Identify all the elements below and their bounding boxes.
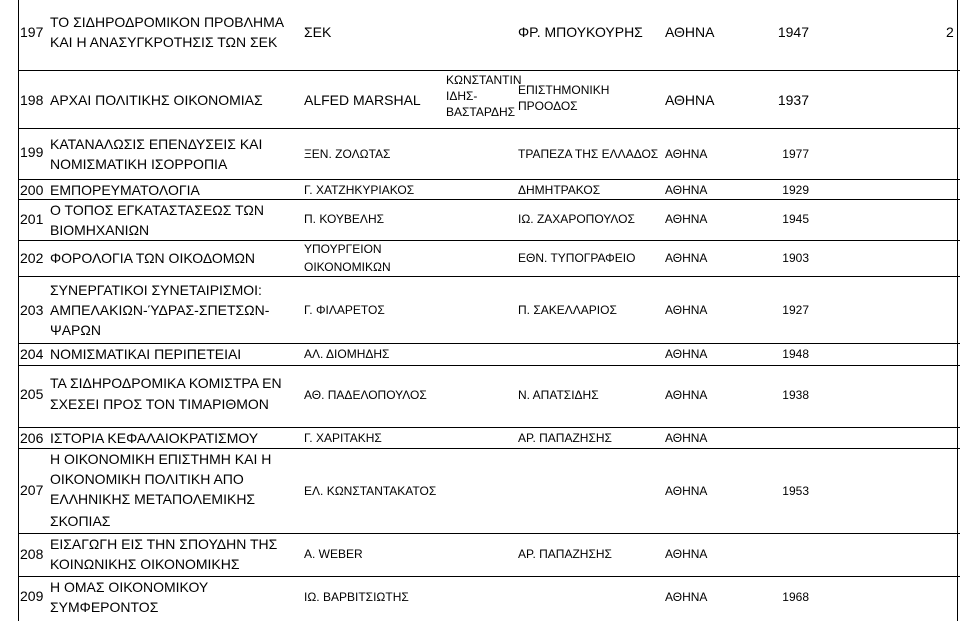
- book-year: 1977: [782, 147, 809, 161]
- book-title-line: ΣΚΟΠΙΑΣ: [50, 513, 111, 529]
- book-translator-line: ΚΩΝΣΤΑΝΤΙΝ: [446, 73, 522, 87]
- book-author: Π. ΚΟΥΒΕΛΗΣ: [304, 212, 385, 226]
- book-year: 1927: [782, 303, 809, 317]
- book-title-line: ΑΜΠΕΛΑΚΙΩΝ-ΎΔΡΑΣ-ΣΠΕΤΣΩΝ-: [50, 302, 270, 318]
- book-publisher: ΙΩ. ΖΑΧΑΡΟΠΟΥΛΟΣ: [518, 212, 635, 226]
- book-title-line: ΕΙΣΑΓΩΓΗ ΕΙΣ ΤΗΝ ΣΠΟΥΔΗΝ ΤΗΣ: [50, 536, 278, 552]
- book-copies: 2: [946, 24, 954, 40]
- book-year: 1929: [782, 183, 809, 197]
- row-number: 200: [20, 182, 44, 198]
- row-number: 198: [20, 92, 44, 108]
- book-title-line: ΚΑΙ Η ΑΝΑΣΥΓΚΡΟΤΗΣΙΣ ΤΩΝ ΣΕΚ: [50, 34, 278, 50]
- book-title-line: ΣΥΜΦΕΡΟΝΤΟΣ: [50, 599, 159, 615]
- book-author: ΕΛ. ΚΩΝΣΤΑΝΤΑΚΑΤΟΣ: [304, 484, 437, 498]
- row-number: 207: [20, 482, 44, 498]
- book-city: ΑΘΗΝΑ: [665, 484, 708, 498]
- book-translator-line: ΒΑΣΤΑΡΔΗΣ: [446, 105, 516, 119]
- book-title-line: ΑΡΧΑΙ ΠΟΛΙΤΙΚΗΣ ΟΙΚΟΝΟΜΙΑΣ: [50, 92, 263, 108]
- book-publisher-line: ΠΡΟΟΔΟΣ: [518, 99, 578, 113]
- book-year: 1945: [782, 212, 809, 226]
- row-number: 205: [20, 386, 44, 402]
- book-title-line: ΕΜΠΟΡΕΥΜΑΤΟΛΟΓΙΑ: [50, 182, 200, 198]
- row-number: 209: [20, 588, 44, 604]
- book-title-line: Η ΟΙΚΟΝΟΜΙΚΗ ΕΠΙΣΤΗΜΗ ΚΑΙ Η: [50, 451, 272, 467]
- book-city: ΑΘΗΝΑ: [665, 24, 715, 40]
- book-title-line: Ο ΤΟΠΟΣ ΕΓΚΑΤΑΣΤΑΣΕΩΣ ΤΩΝ: [50, 202, 264, 218]
- book-author: ALFED MARSHAL: [304, 92, 421, 108]
- book-publisher: ΔΗΜΗΤΡΑΚΟΣ: [518, 183, 601, 197]
- book-author: ΣΕΚ: [304, 24, 332, 40]
- row-divider: [18, 128, 960, 129]
- book-title-line: ΕΛΛΗΝΙΚΗΣ ΜΕΤΑΠΟΛΕΜΙΚΗΣ: [50, 491, 256, 507]
- row-divider: [18, 365, 960, 366]
- row-number: 208: [20, 546, 44, 562]
- book-city: ΑΘΗΝΑ: [665, 183, 708, 197]
- table-row: [0, 373, 960, 423]
- book-publisher: ΑΡ. ΠΑΠΑΖΗΣΗΣ: [518, 431, 612, 445]
- book-city: ΑΘΗΝΑ: [665, 212, 708, 226]
- book-author: ΞΕΝ. ΖΟΛΩΤΑΣ: [304, 147, 391, 161]
- book-author: ΙΩ. ΒΑΡΒΙΤΣΙΩΤΗΣ: [304, 590, 409, 604]
- book-publisher: ΑΡ. ΠΑΠΑΖΗΣΗΣ: [518, 547, 612, 561]
- book-year: 1903: [782, 251, 809, 265]
- book-author: Γ. ΧΑΤΖΗΚΥΡΙΑΚΟΣ: [304, 183, 415, 197]
- book-city: ΑΘΗΝΑ: [665, 590, 708, 604]
- table-row: [0, 428, 960, 448]
- book-city: ΑΘΗΝΑ: [665, 92, 715, 108]
- book-city: ΑΘΗΝΑ: [665, 347, 708, 361]
- book-city: ΑΘΗΝΑ: [665, 147, 708, 161]
- table-row: [0, 280, 960, 342]
- book-publisher: Π. ΣΑΚΕΛΛΑΡΙΟΣ: [518, 303, 617, 317]
- book-publisher: ΤΡΑΠΕΖΑ ΤΗΣ ΕΛΛΑΔΟΣ: [518, 147, 659, 161]
- row-number: 201: [20, 211, 44, 227]
- book-year: 1947: [777, 24, 809, 40]
- book-year: 1953: [782, 484, 809, 498]
- book-author: ΑΛ. ΔΙΟΜΗΔΗΣ: [304, 347, 390, 361]
- book-year: 1968: [782, 590, 809, 604]
- book-title-line: ΣΥΝΕΡΓΑΤΙΚΟΙ ΣΥΝΕΤΑΙΡΙΣΜΟΙ:: [50, 282, 262, 298]
- book-year: 1938: [782, 388, 809, 402]
- book-author: Γ. ΧΑΡΙΤΑΚΗΣ: [304, 431, 382, 445]
- book-city: ΑΘΗΝΑ: [665, 303, 708, 317]
- book-title-line: Η ΟΜΑΣ ΟΙΚΟΝΟΜΙΚΟΥ: [50, 579, 209, 595]
- book-publisher: ΦΡ. ΜΠΟΥΚΟΥΡΗΣ: [518, 24, 643, 40]
- row-divider: [18, 276, 960, 277]
- book-author: Γ. ΦΙΛΑΡΕΤΟΣ: [304, 303, 385, 317]
- table-row: [0, 12, 960, 70]
- book-author-line: ΟΙΚΟΝΟΜΙΚΩΝ: [304, 260, 391, 274]
- book-publisher: Ν. ΑΠΑΤΣΙΔΗΣ: [518, 388, 599, 402]
- row-number: 203: [20, 302, 44, 318]
- book-publisher: ΕΘΝ. ΤΥΠΟΓΡΑΦΕΙΟ: [518, 251, 636, 265]
- book-title-line: ΨΑΡΩΝ: [50, 322, 101, 338]
- row-number: 197: [20, 24, 44, 40]
- table-row: [0, 180, 960, 199]
- table-row: [0, 577, 960, 621]
- table-row: [0, 241, 960, 276]
- book-title-line: ΣΧΕΣΕΙ ΠΡΟΣ ΤΟΝ ΤΙΜΑΡΙΘΜΟΝ: [50, 396, 269, 412]
- row-number: 204: [20, 346, 44, 362]
- book-title-line: ΦΟΡΟΛΟΓΙΑ ΤΩΝ ΟΙΚΟΔΟΜΩΝ: [50, 250, 256, 266]
- row-number: 202: [20, 250, 44, 266]
- book-year: 1948: [782, 347, 809, 361]
- book-title-line: ΚΑΤΑΝΑΛΩΣΙΣ ΕΠΕΝΔΥΣΕΙΣ ΚΑΙ: [50, 136, 263, 152]
- book-year: 1937: [777, 92, 809, 108]
- book-title-line: ΝΟΜΙΣΜΑΤΙΚΗ ΙΣΟΡΡΟΠΙΑ: [50, 156, 228, 172]
- table-row: [0, 344, 960, 365]
- book-author: Α. WEBER: [304, 547, 363, 561]
- book-title-line: ΚΟΙΝΩΝΙΚΗΣ ΟΙΚΟΝΟΜΙΚΗΣ: [50, 556, 240, 572]
- table-row: [0, 72, 960, 128]
- book-city: ΑΘΗΝΑ: [665, 431, 708, 445]
- book-city: ΑΘΗΝΑ: [665, 251, 708, 265]
- book-publisher-line: ΕΠΙΣΤΗΜΟΝΙΚΗ: [518, 83, 610, 97]
- book-city: ΑΘΗΝΑ: [665, 388, 708, 402]
- table-row: [0, 534, 960, 576]
- book-city: ΑΘΗΝΑ: [665, 547, 708, 561]
- row-divider: [18, 70, 960, 71]
- book-title-line: ΤΟ ΣΙΔΗΡΟΔΡΟΜΙΚΟΝ ΠΡΟΒΛΗΜΑ: [50, 14, 285, 30]
- book-title-line: ΟΙΚΟΝΟΜΙΚΗ ΠΟΛΙΤΙΚΗ ΑΠΟ: [50, 471, 244, 487]
- table-row: [0, 200, 960, 240]
- book-author: ΑΘ. ΠΑΔΕΛΟΠΟΥΛΟΣ: [304, 388, 427, 402]
- book-author-line: ΥΠΟΥΡΓΕΙΟΝ: [304, 242, 382, 256]
- book-translator-line: ΙΔΗΣ-: [446, 89, 478, 103]
- row-number: 206: [20, 430, 44, 446]
- table-row: [0, 134, 960, 178]
- book-title-line: ΒΙΟΜΗΧΑΝΙΩΝ: [50, 222, 150, 238]
- book-title-line: ΙΣΤΟΡΙΑ ΚΕΦΑΛΑΙΟΚΡΑΤΙΣΜΟΥ: [50, 430, 259, 446]
- table-row: [0, 449, 960, 533]
- book-title-line: ΝΟΜΙΣΜΑΤΙΚΑΙ ΠΕΡΙΠΕΤΕΙΑΙ: [50, 346, 242, 362]
- row-number: 199: [20, 144, 44, 160]
- book-title-line: ΤΑ ΣΙΔΗΡΟΔΡΟΜΙΚΑ ΚΟΜΙΣΤΡΑ ΕΝ: [50, 375, 282, 391]
